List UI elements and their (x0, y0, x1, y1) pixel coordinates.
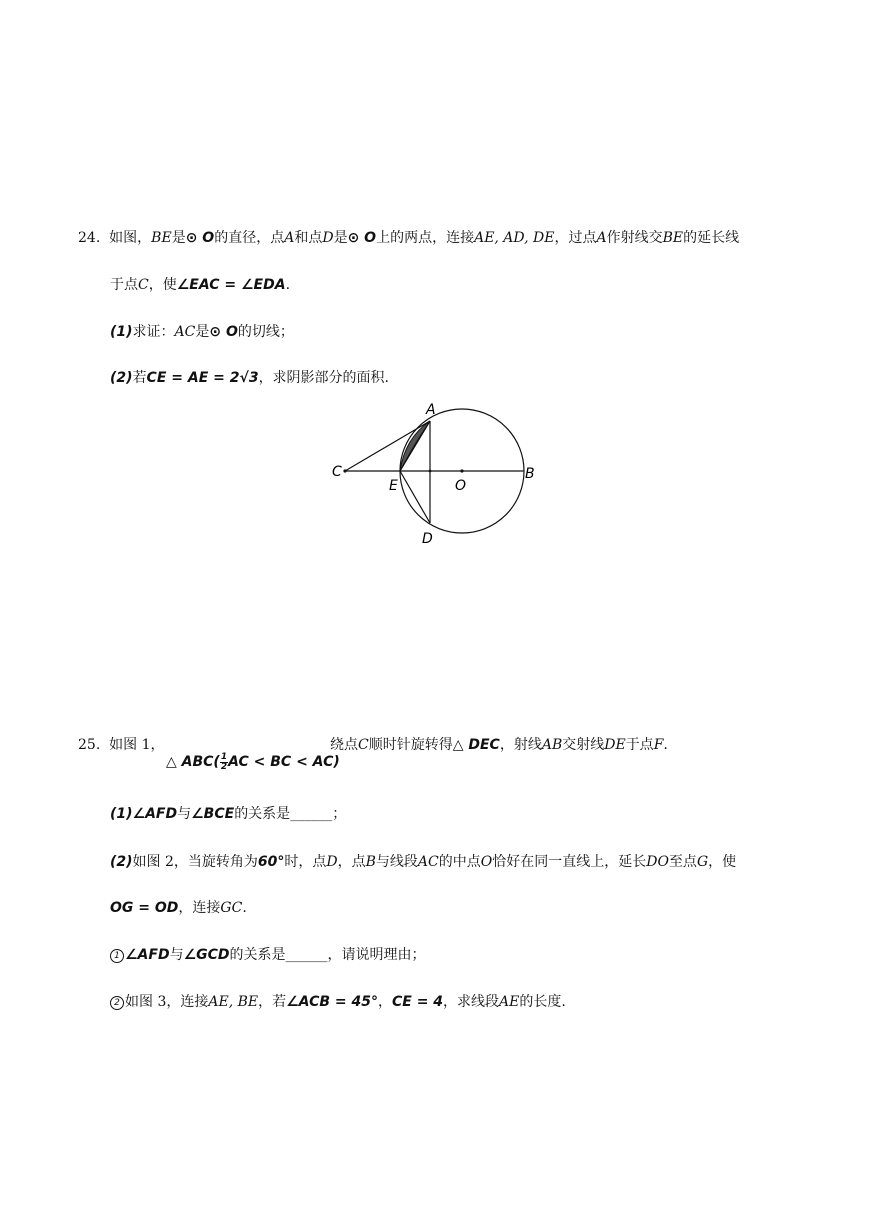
q25-part2: (2)如图 2，当旋转角为60°时，点D，点B与线段AC的中点O恰好在同一直线上，延长DO至点G，使 (110, 854, 737, 870)
q24-given: CE = AE = 2√3 (146, 370, 259, 386)
label-a: A (426, 402, 436, 418)
q25-sub2: 2 如图 3，连接AE, BE，若∠ACB = 45°，CE = 4，求线段AE的长度. (110, 992, 566, 1012)
q25-part1: (1)∠AFD与∠BCE的关系是______； (110, 806, 347, 822)
line-ed (400, 471, 430, 523)
q24-line1: 24. 如图，BE是⊙ O的直径，点A和点D是⊙ O上的两点，连接AE, AD, DE，过点A作射线交BE的延长线 (78, 230, 740, 246)
answer-blank-2[interactable]: ______ (285, 947, 328, 963)
q24-figure (325, 398, 555, 548)
label-e: E (389, 478, 398, 494)
q25-triangle-formula: △ ABC( $\frac{1}{2}$ AC < BC < AC) (166, 751, 340, 772)
q25-number: 25. (78, 737, 101, 753)
line-ca (345, 421, 430, 471)
q24-part1: (1)求证：AC是⊙ O的切线； (110, 324, 294, 340)
q25-sub1: 1 ∠AFD与∠GCD的关系是______，请说明理由； (110, 945, 426, 965)
q25-line1-rest: 绕点C顺时针旋转得△ DEC，射线AB交射线DE于点F. (330, 737, 668, 753)
q24-number: 24. (78, 230, 101, 246)
label-c: C (332, 464, 342, 480)
q24-condition: ∠EAC = ∠EDA (176, 277, 286, 293)
line-ae (400, 421, 430, 471)
q25-line1: 25. 如图 1， (78, 737, 165, 753)
q25-part2-line2: OG = OD，连接GC. (110, 900, 247, 916)
label-b: B (525, 466, 535, 482)
q24-part2: (2)若CE = AE = 2√3，求阴影部分的面积. (110, 370, 390, 386)
q24-line2: 于点C，使∠EAC = ∠EDA. (110, 277, 291, 293)
answer-blank-1[interactable]: ______ (290, 806, 333, 822)
label-o: O (455, 478, 467, 494)
label-d: D (422, 531, 433, 547)
